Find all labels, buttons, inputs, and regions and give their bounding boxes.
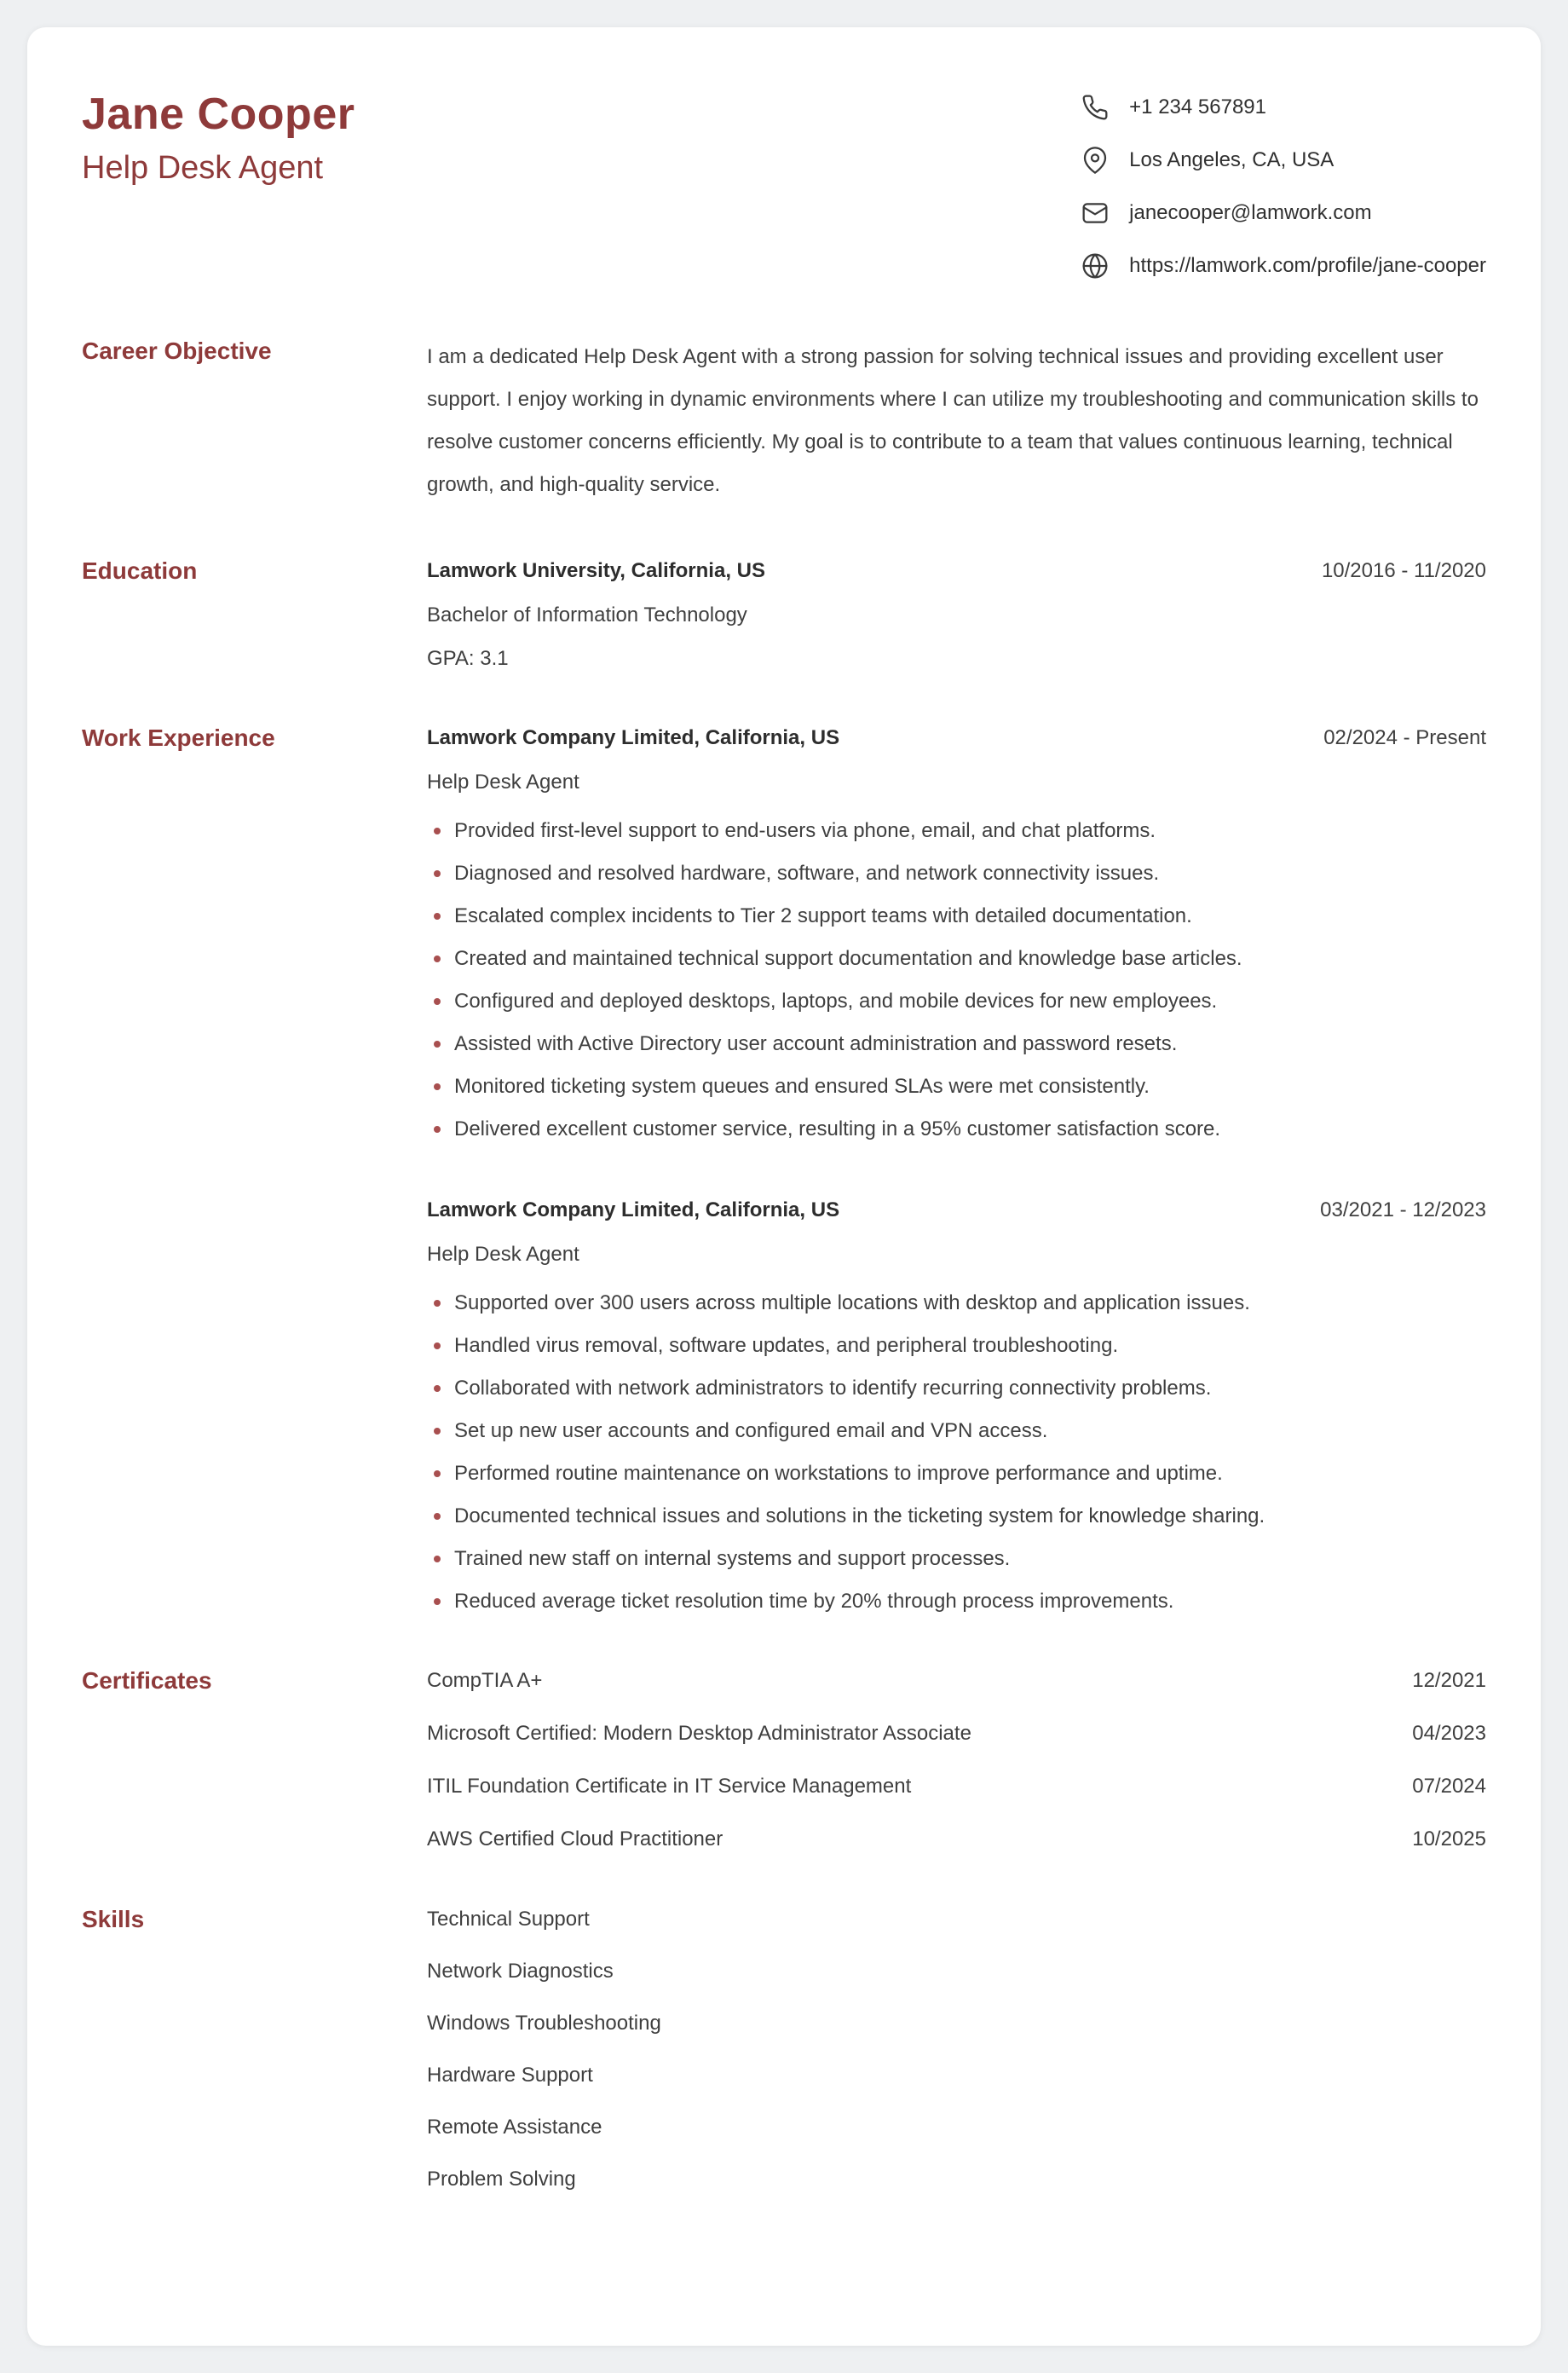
skill-item: Problem Solving (427, 2168, 576, 2191)
certificate-name: ITIL Foundation Certificate in IT Service Management (427, 1775, 912, 1798)
contact-website[interactable]: https://lamwork.com/profile/jane-cooper (1129, 254, 1486, 277)
certificate-name: Microsoft Certified: Modern Desktop Administrator Associate (427, 1722, 971, 1745)
job-bullet: Performed routine maintenance on workstations to improve performance and uptime. (427, 1458, 1486, 1488)
skill-item: Hardware Support (427, 2064, 593, 2087)
contact-location: Los Angeles, CA, USA (1129, 148, 1335, 171)
certificate-row (427, 1718, 1486, 1749)
education-gpa: GPA: 3.1 (427, 647, 509, 670)
candidate-title: Help Desk Agent (82, 150, 324, 186)
job-dates: 03/2021 - 12/2023 (1320, 1198, 1486, 1221)
job-bullet-list (427, 816, 1486, 1144)
certificate-date: 10/2025 (1412, 1827, 1486, 1850)
contact-block (1080, 89, 1486, 281)
section-education (82, 556, 1486, 673)
job-bullet: Provided first-level support to end-users via phone, email, and chat platforms. (427, 816, 1486, 846)
section-career-objective (82, 336, 1486, 506)
job-bullet: Set up new user accounts and configured email and VPN access. (427, 1416, 1486, 1446)
certificate-row (427, 1824, 1486, 1855)
certificate-date: 04/2023 (1412, 1722, 1486, 1745)
career-objective-content (427, 336, 1486, 506)
certificate-row (427, 1666, 1486, 1696)
education-dates: 10/2016 - 11/2020 (1321, 559, 1486, 582)
job-bullet: Handled virus removal, software updates, and peripheral troubleshooting. (427, 1331, 1486, 1360)
job-bullet-list (427, 1288, 1486, 1616)
contact-phone-row (1080, 92, 1486, 123)
globe-icon (1080, 251, 1110, 281)
certificate-row (427, 1771, 1486, 1802)
work-experience-content (427, 723, 1486, 1616)
job-bullet: Created and maintained technical support documentation and knowledge base articles. (427, 944, 1486, 973)
job-company: Lamwork Company Limited, California, US (427, 726, 840, 749)
candidate-name: Jane Cooper (82, 89, 355, 139)
job-bullet: Supported over 300 users across multiple locations with desktop and application issues. (427, 1288, 1486, 1318)
job-bullet: Assisted with Active Directory user account administration and password resets. (427, 1029, 1486, 1059)
resume-sheet (27, 27, 1541, 2346)
job-entry-1 (427, 723, 1486, 1144)
skills-content (427, 1904, 1486, 2194)
skill-item: Technical Support (427, 1908, 590, 1931)
job-entry-2 (427, 1195, 1486, 1616)
section-skills (82, 1904, 1486, 2194)
career-objective-text: I am a dedicated Help Desk Agent with a strong passion for solving technical issues and providing excellent user support. I enjoy working in dynamic environments where I can utilize my troubleshooting and communication skills to resolve customer concerns efficiently. My goal is to contribute to a team that values continuous learning, technical growth, and high-quality service. (427, 345, 1479, 496)
identity-block (82, 89, 355, 188)
job-bullet: Delivered excellent customer service, resulting in a 95% customer satisfaction score. (427, 1114, 1486, 1144)
job-dates: 02/2024 - Present (1323, 726, 1486, 749)
email-icon (1080, 198, 1110, 228)
contact-phone: +1 234 567891 (1129, 95, 1266, 118)
education-heading: Education (82, 557, 198, 584)
contact-location-row (1080, 145, 1486, 176)
skill-item: Remote Assistance (427, 2116, 602, 2139)
education-content (427, 556, 1486, 673)
career-objective-heading: Career Objective (82, 338, 272, 364)
education-entry-head (427, 556, 1486, 586)
job-role: Help Desk Agent (427, 1243, 579, 1266)
job-bullet: Configured and deployed desktops, laptops, and mobile devices for new employees. (427, 986, 1486, 1016)
certificate-date: 07/2024 (1412, 1775, 1486, 1798)
skills-heading: Skills (82, 1906, 145, 1932)
job-bullet: Escalated complex incidents to Tier 2 support teams with detailed documentation. (427, 901, 1486, 931)
job-company: Lamwork Company Limited, California, US (427, 1198, 840, 1221)
contact-email[interactable]: janecooper@lamwork.com (1129, 201, 1372, 224)
section-work-experience (82, 723, 1486, 1616)
certificate-name: AWS Certified Cloud Practitioner (427, 1827, 723, 1850)
education-school: Lamwork University, California, US (427, 559, 765, 582)
certificate-date: 12/2021 (1412, 1669, 1486, 1692)
location-pin-icon (1080, 145, 1110, 176)
certificate-name: CompTIA A+ (427, 1669, 543, 1692)
job-entry-head (427, 723, 1486, 753)
job-bullet: Trained new staff on internal systems and support processes. (427, 1544, 1486, 1573)
certificates-content (427, 1666, 1486, 1855)
work-experience-heading: Work Experience (82, 725, 275, 751)
job-bullet: Collaborated with network administrators to identify recurring connectivity problems. (427, 1373, 1486, 1403)
job-bullet: Diagnosed and resolved hardware, software, and network connectivity issues. (427, 858, 1486, 888)
job-entry-head (427, 1195, 1486, 1226)
contact-email-row (1080, 198, 1486, 228)
phone-icon (1080, 92, 1110, 123)
education-degree: Bachelor of Information Technology (427, 603, 747, 626)
contact-website-row (1080, 251, 1486, 281)
skill-item: Network Diagnostics (427, 1960, 614, 1983)
section-certificates (82, 1666, 1486, 1855)
resume-header (82, 89, 1486, 281)
job-bullet: Reduced average ticket resolution time by 20% through process improvements. (427, 1586, 1486, 1616)
certificates-heading: Certificates (82, 1667, 212, 1694)
skill-item: Windows Troubleshooting (427, 2012, 661, 2035)
job-bullet: Monitored ticketing system queues and ensured SLAs were met consistently. (427, 1071, 1486, 1101)
job-bullet: Documented technical issues and solutions in the ticketing system for knowledge sharing. (427, 1501, 1486, 1531)
job-role: Help Desk Agent (427, 771, 579, 794)
